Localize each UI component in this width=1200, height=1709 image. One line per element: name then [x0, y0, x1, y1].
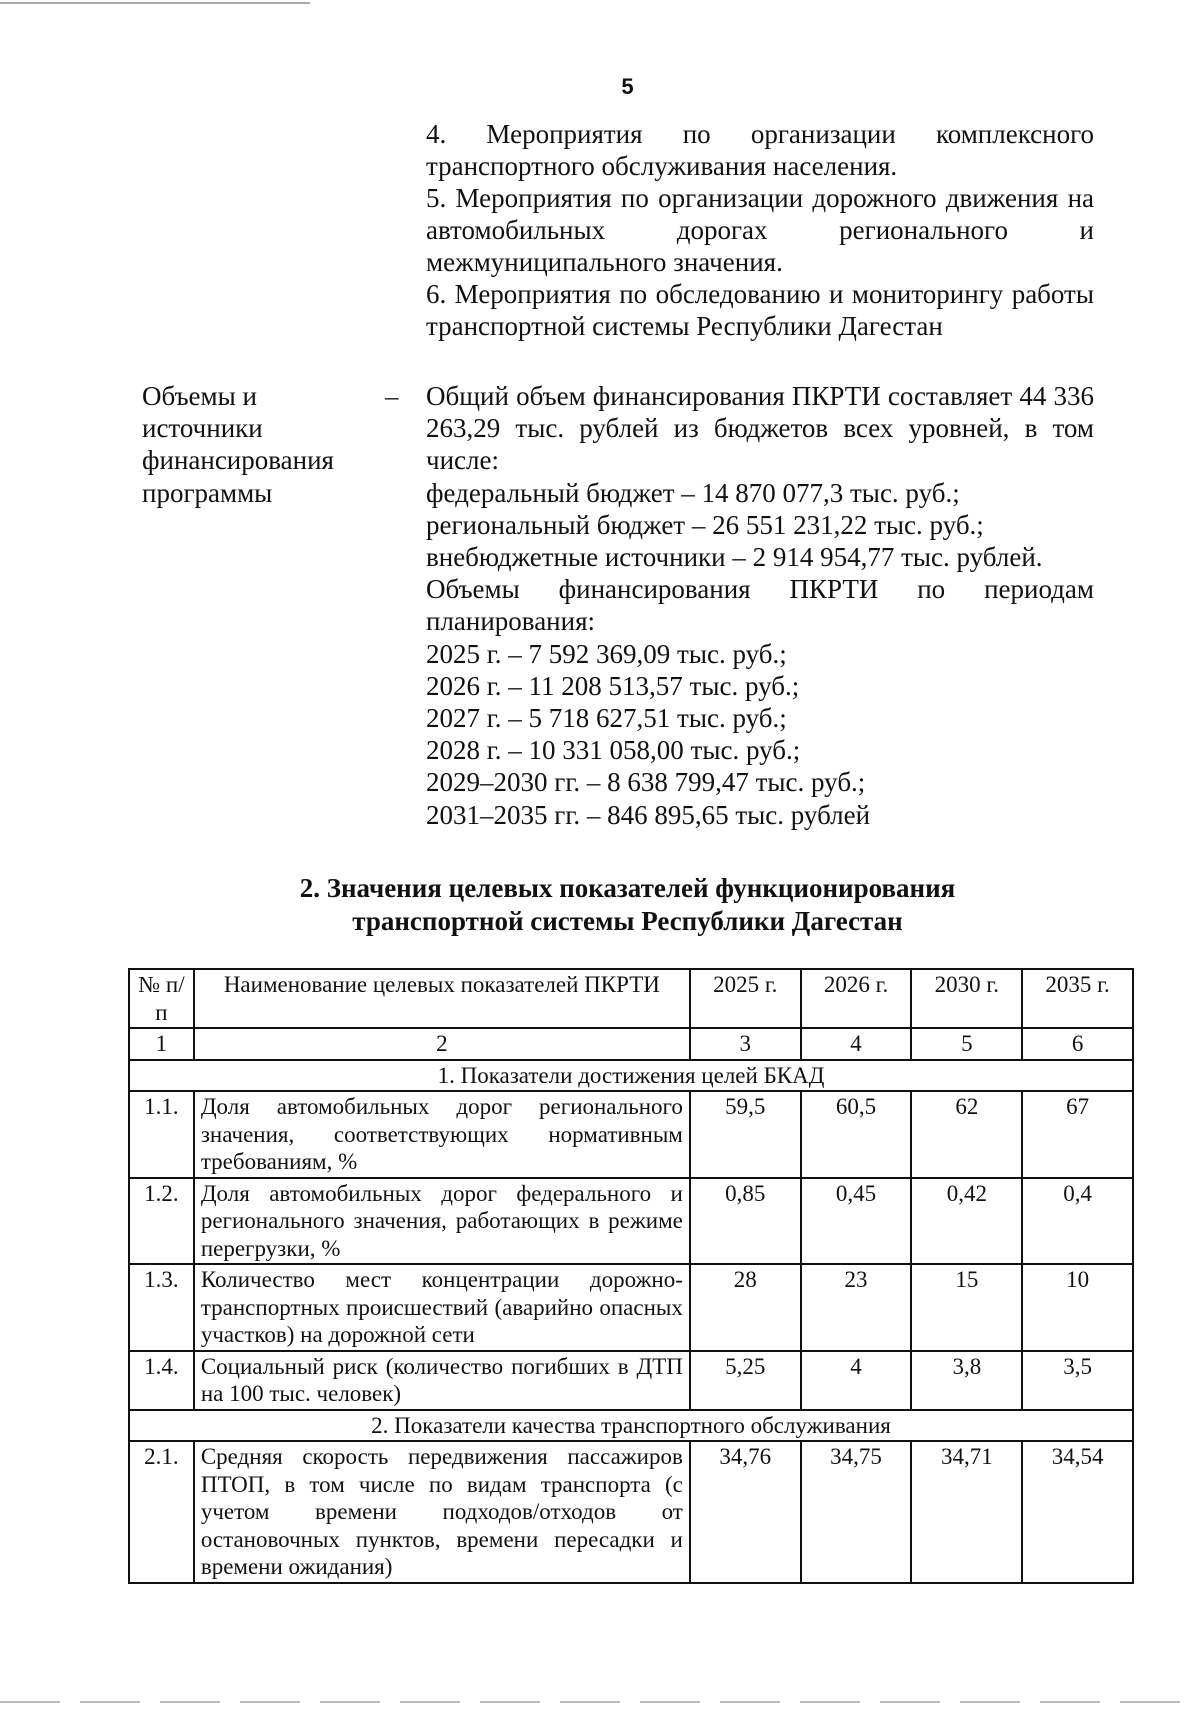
measure-item: 5. Мероприятия по организации дорожного движения на автомобильных дорогах регионального и межмуниципального значения. — [426, 183, 1094, 277]
row-name: Количество мест концентрации дорожно-транспортных происшествий (аварийно опасных участков) на дорожной сети — [194, 1264, 690, 1351]
row-value-2025: 34,76 — [690, 1441, 801, 1583]
row-num: 2.1. — [129, 1441, 194, 1583]
financing-period: 2031–2035 гг. – 846 895,65 тыс. рублей — [426, 799, 871, 830]
row-value-2025: 0,85 — [690, 1178, 801, 1265]
row-value-2025: 28 — [690, 1264, 801, 1351]
row-num: 1.3. — [129, 1264, 194, 1351]
row-name: Средняя скорость передвижения пассажиров ПТОП, в том числе по видам транспорта (с учетом времени подходов/отходов от остановочных пунктов, времени пересадки и времени ожидания) — [194, 1441, 690, 1583]
financing-period: 2025 г. – 7 592 369,09 тыс. руб.; — [426, 638, 787, 669]
row-value-2026: 60,5 — [801, 1091, 912, 1178]
financing-period: 2028 г. – 10 331 058,00 тыс. руб.; — [426, 735, 801, 766]
row-name: Доля автомобильных дорог федерального и регионального значения, работающих в режиме перегрузки, % — [194, 1178, 690, 1265]
section-title: 2. Показатели качества транспортного обслуживания — [129, 1410, 1133, 1442]
row-num: 1.2. — [129, 1178, 194, 1265]
section-heading: 2. Значения целевых показателей функционирования транспортной системы Республики Дагестан — [299, 873, 956, 936]
column-index: 1 — [129, 1028, 194, 1060]
header-2035: 2035 г. — [1022, 969, 1133, 1028]
indicators-table — [128, 968, 1134, 1584]
financing-total: Общий объем финансирования ПКРТИ составляет 44 336 263,29 тыс. рублей из бюджетов всех уровней, в том числе: — [426, 381, 1094, 476]
financing-details — [426, 380, 1094, 831]
table-section-row — [129, 1060, 1133, 1092]
financing-label: Объемы и источники финансирования программы — [142, 381, 334, 508]
page-number: 5 — [621, 74, 634, 99]
row-value-2035: 34,54 — [1022, 1441, 1133, 1583]
scan-artifact-top — [0, 2, 310, 4]
row-value-2026: 4 — [801, 1351, 912, 1410]
table-row — [129, 1351, 1133, 1410]
row-value-2025: 5,25 — [690, 1351, 801, 1410]
table-index-row — [129, 1028, 1133, 1060]
financing-period: 2026 г. – 11 208 513,57 тыс. руб.; — [426, 670, 800, 701]
row-value-2030: 34,71 — [911, 1441, 1022, 1583]
column-index: 3 — [690, 1028, 801, 1060]
row-value-2035: 3,5 — [1022, 1351, 1133, 1410]
row-name: Доля автомобильных дорог регионального значения, соответствующих нормативным требованиям, % — [194, 1091, 690, 1178]
column-index: 2 — [194, 1028, 690, 1060]
header-num: № п/п — [129, 969, 194, 1028]
row-value-2026: 23 — [801, 1264, 912, 1351]
financing-dash: – — [385, 381, 399, 411]
row-value-2030: 3,8 — [911, 1351, 1022, 1410]
financing-period: 2029–2030 гг. – 8 638 799,47 тыс. руб.; — [426, 767, 866, 798]
row-value-2035: 67 — [1022, 1091, 1133, 1178]
row-num: 1.4. — [129, 1351, 194, 1410]
measures-list — [426, 118, 1094, 342]
row-value-2025: 59,5 — [690, 1091, 801, 1178]
scan-artifact-bottom — [0, 1701, 1200, 1703]
financing-period: 2027 г. – 5 718 627,51 тыс. руб.; — [426, 703, 787, 734]
header-2030: 2030 г. — [911, 969, 1022, 1028]
header-2025: 2025 г. — [690, 969, 801, 1028]
column-index: 5 — [911, 1028, 1022, 1060]
row-value-2026: 34,75 — [801, 1441, 912, 1583]
row-value-2026: 0,45 — [801, 1178, 912, 1265]
financing-periods-intro: Объемы финансирования ПКРТИ по периодам планирования: — [426, 574, 1094, 637]
table-header-row — [129, 969, 1133, 1028]
column-index: 6 — [1022, 1028, 1133, 1060]
column-index: 4 — [801, 1028, 912, 1060]
financing-source: внебюджетные источники – 2 914 954,77 тыс. рублей. — [426, 542, 1043, 573]
section-title: 1. Показатели достижения целей БКАД — [129, 1060, 1133, 1092]
header-2026: 2026 г. — [801, 969, 912, 1028]
financing-source: региональный бюджет – 26 551 231,22 тыс. руб.; — [426, 509, 984, 540]
table-section-row — [129, 1410, 1133, 1442]
header-name: Наименование целевых показателей ПКРТИ — [194, 969, 690, 1028]
financing-source: федеральный бюджет – 14 870 077,3 тыс. руб.; — [426, 477, 960, 508]
table-row — [129, 1441, 1133, 1583]
table-row — [129, 1264, 1133, 1351]
row-name: Социальный риск (количество погибших в ДТП на 100 тыс. человек) — [194, 1351, 690, 1410]
row-value-2030: 62 — [911, 1091, 1022, 1178]
row-value-2030: 15 — [911, 1264, 1022, 1351]
table-row — [129, 1091, 1133, 1178]
row-num: 1.1. — [129, 1091, 194, 1178]
row-value-2030: 0,42 — [911, 1178, 1022, 1265]
table-row — [129, 1178, 1133, 1265]
measure-item: 4. Мероприятия по организации комплексного транспортного обслуживания населения. — [426, 119, 1094, 181]
measure-item: 6. Мероприятия по обследованию и мониторингу работы транспортной системы Республики Дагестан — [426, 279, 1094, 341]
row-value-2035: 0,4 — [1022, 1178, 1133, 1265]
row-value-2035: 10 — [1022, 1264, 1133, 1351]
